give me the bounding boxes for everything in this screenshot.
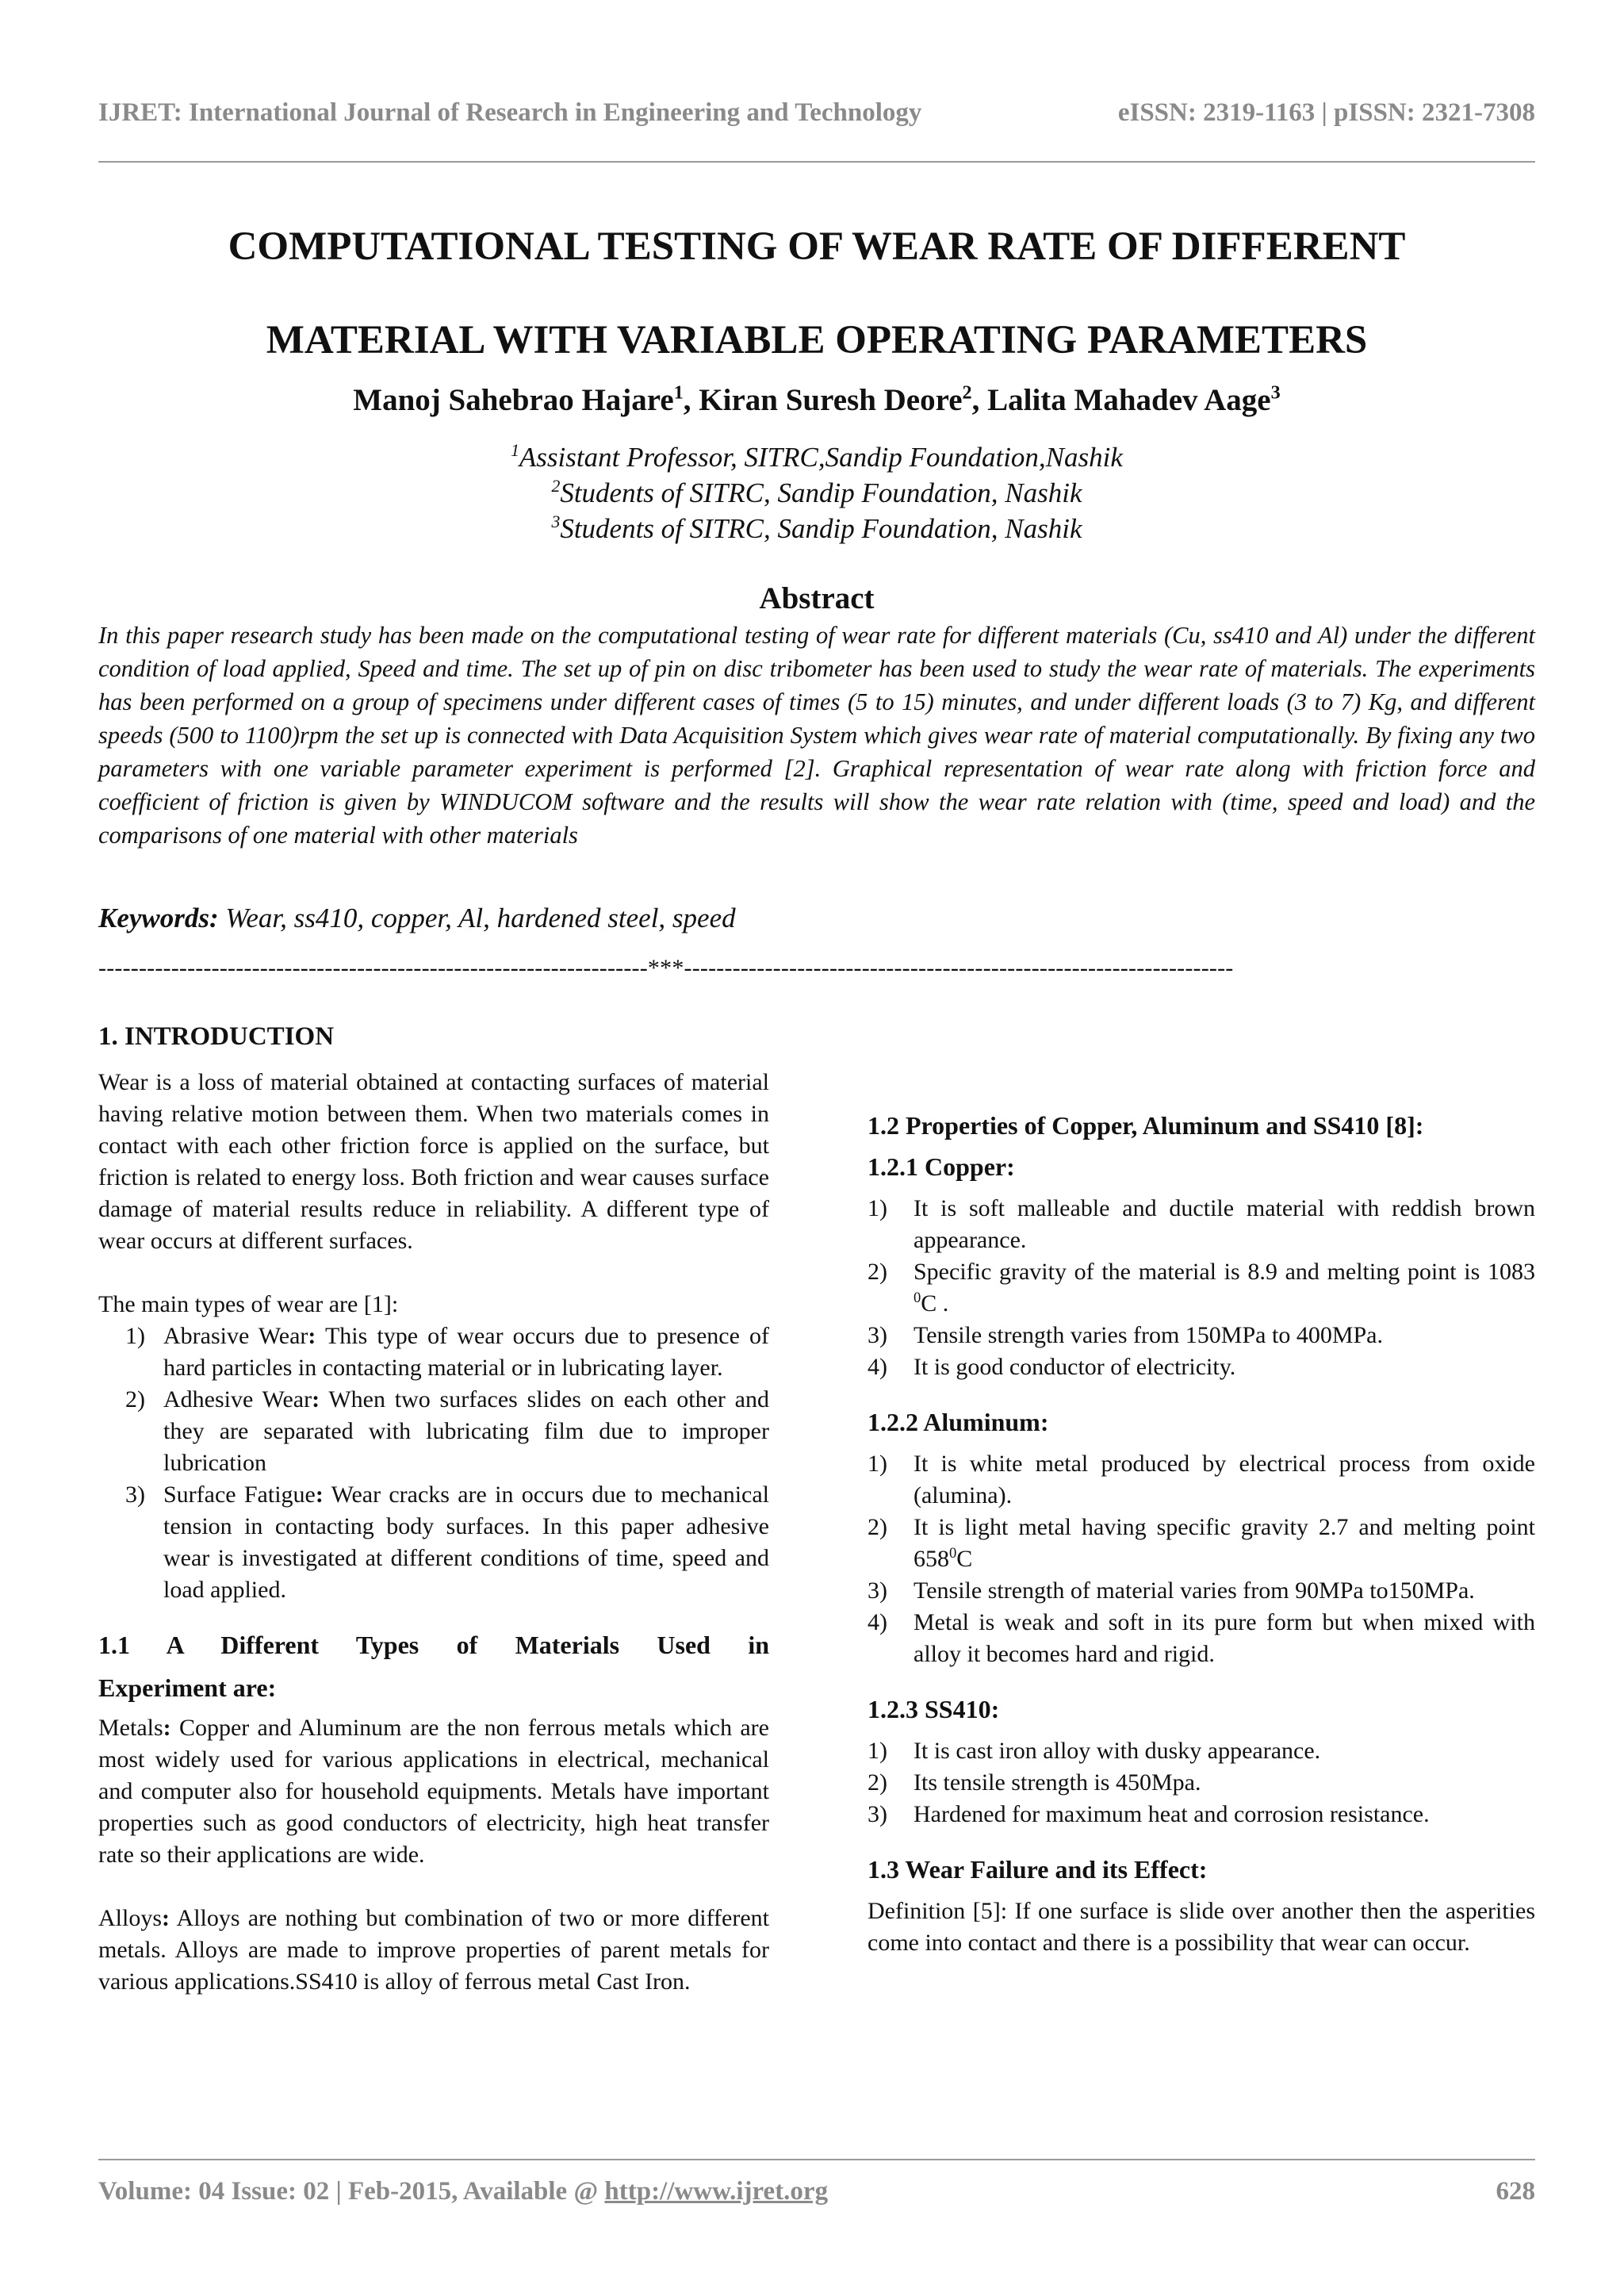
- list-item: [868, 1575, 1535, 1607]
- list-item: [868, 1512, 1535, 1575]
- list-item: [98, 1320, 769, 1384]
- section-1-3-text: Definition [5]: If one surface is slide over another then the asperities come into contact and there is a possibility that wear can occur.: [868, 1898, 1535, 1956]
- section-1-1-heading-line1: 1.1 A Different Types of Materials Used in: [98, 1631, 769, 1659]
- wear-type-colon: :: [312, 1386, 320, 1412]
- wear-types-list: [98, 1320, 769, 1606]
- wear-types-intro: The main types of wear are [1]:: [98, 1291, 399, 1317]
- header-rule: [98, 161, 1535, 163]
- list-text: Hardened for maximum heat and corrosion resistance.: [914, 1801, 1430, 1827]
- metals-paragraph: [98, 1712, 769, 1871]
- wear-type-label: Abrasive Wear: [163, 1323, 308, 1349]
- list-item: [98, 1479, 769, 1606]
- list-text-after: C: [956, 1546, 973, 1572]
- degree-sup: 0: [949, 1544, 957, 1562]
- keywords-label: Keywords:: [98, 903, 219, 933]
- issn: eISSN: 2319-1163 | pISSN: 2321-7308: [1117, 98, 1535, 127]
- footer-volume-text: Volume: 04 Issue: 02 | Feb-2015, Available @: [98, 2177, 605, 2206]
- author-sep: ,: [971, 383, 988, 417]
- footer-volume: [98, 2177, 828, 2206]
- affiliation: [98, 475, 1535, 511]
- author-name: Kiran Suresh Deore: [699, 383, 963, 417]
- list-text-after: C .: [921, 1290, 949, 1317]
- aluminum-list: [868, 1448, 1535, 1670]
- metals-text: Copper and Aluminum are the non ferrous metals which are most widely used for various applications in electrical, mechanical and computer also for household equipments. Metals have important properties such as good conductors of electricity, high heat transfer rate so their applications are wide.: [98, 1715, 769, 1868]
- affiliation: [98, 439, 1535, 475]
- affiliation-text: Assistant Professor, SITRC,Sandip Foundation,Nashik: [519, 442, 1123, 473]
- wear-type-text: Wear cracks are in occurs due to mechanical tension in contacting body surfaces. In this paper adhesive wear is investigated at different conditions of time, speed and load applied.: [163, 1481, 769, 1603]
- list-text-main: Specific gravity of the material is 8.9 and melting point is 1083: [914, 1259, 1535, 1285]
- affiliation-sup: 1: [511, 440, 519, 460]
- list-text: Tensile strength varies from 150MPa to 400MPa.: [914, 1322, 1383, 1348]
- right-column: [868, 1083, 1535, 1959]
- keywords-text: Wear, ss410, copper, Al, hardened steel, speed: [218, 903, 736, 933]
- list-text-main: It is light metal having specific gravity 2.7 and melting point 658: [914, 1514, 1535, 1572]
- author-list: [98, 382, 1535, 418]
- abstract-heading: Abstract: [759, 581, 875, 615]
- list-item: [868, 1799, 1535, 1830]
- wear-type-colon: :: [315, 1481, 324, 1508]
- list-item: [868, 1320, 1535, 1351]
- wear-type-colon: :: [308, 1323, 316, 1349]
- metals-colon: :: [163, 1715, 171, 1741]
- section-1-2-heading: 1.2 Properties of Copper, Aluminum and SS410 [8]:: [868, 1111, 1424, 1140]
- wear-type-label: Adhesive Wear: [163, 1386, 312, 1412]
- list-number: 2): [868, 1514, 887, 1540]
- list-item: [868, 1256, 1535, 1320]
- ss410-list: [868, 1735, 1535, 1830]
- list-text: Tensile strength of material varies from 90MPa to150MPa.: [914, 1577, 1475, 1604]
- list-text: It is cast iron alloy with dusky appearance.: [914, 1738, 1321, 1764]
- list-text: It is soft malleable and ductile material with reddish brown appearance.: [914, 1195, 1535, 1253]
- ss410-heading: 1.2.3 SS410:: [868, 1695, 1000, 1723]
- affiliation: [98, 511, 1535, 546]
- list-number: 4): [868, 1354, 887, 1380]
- author-sup: 3: [1270, 381, 1281, 404]
- copper-heading: 1.2.1 Copper:: [868, 1152, 1015, 1181]
- section-1-3-heading: 1.3 Wear Failure and its Effect:: [868, 1855, 1208, 1884]
- footer-rule: [98, 2159, 1535, 2160]
- running-header: [98, 98, 1535, 136]
- author-name: Manoj Sahebrao Hajare: [353, 383, 674, 417]
- author-sup: 2: [962, 381, 972, 404]
- keywords: [98, 903, 1535, 934]
- section-separator: --------------------------------------------------------------------***--------------------------------------------------------------------: [98, 955, 1234, 981]
- abstract-text: In this paper research study has been made on the computational testing of wear rate for different materials (Cu, ss410 and Al) under the different condition of load applied, Speed and time. The set up of pin on disc tribometer has been used to study the wear rate of materials. The experiments has been performed on a group of specimens under different cases of times (5 to 15) minutes, and under different loads (3 to 7) Kg, and different speeds (500 to 1100)rpm the set up is connected with Data Acquisition System which gives wear rate of material computationally. By fixing any two parameters with one variable parameter experiment is performed [2]. Graphical representation of wear rate along with friction force and coefficient of friction is given by WINDUCOM software and the results will show the wear rate relation with (time, speed and load) and the comparisons of one material with other materials: [98, 622, 1535, 849]
- aluminum-heading: 1.2.2 Aluminum:: [868, 1408, 1049, 1436]
- affiliation-text: Students of SITRC, Sandip Foundation, Nashik: [560, 513, 1082, 544]
- wear-type-text: This type of wear occurs due to presence of hard particles in contacting material or in lubricating layer.: [163, 1323, 769, 1381]
- list-number: 1): [125, 1323, 145, 1349]
- left-column: [98, 1019, 769, 1998]
- intro-paragraph: Wear is a loss of material obtained at contacting surfaces of material having relative motion between them. When two materials comes in contact with each other friction force is applied on the surface, but friction is related to energy loss. Both friction and wear causes surface damage of material results reduce in reliability. A different type of wear occurs at different surfaces.: [98, 1069, 769, 1254]
- copper-list: [868, 1193, 1535, 1383]
- affiliation-text: Students of SITRC, Sandip Foundation, Nashik: [560, 477, 1082, 508]
- degree-sup: 0: [914, 1289, 921, 1306]
- metals-label: Metals: [98, 1715, 163, 1741]
- list-number: 3): [868, 1322, 887, 1348]
- list-item: [868, 1767, 1535, 1799]
- journal-name: IJRET: International Journal of Research in Engineering and Technology: [98, 98, 922, 127]
- list-item: [868, 1351, 1535, 1383]
- list-item: [868, 1735, 1535, 1767]
- list-text: It is white metal produced by electrical process from oxide (alumina).: [914, 1451, 1535, 1508]
- journal-link[interactable]: http://www.ijret.org: [604, 2177, 829, 2206]
- title-line-2: MATERIAL WITH VARIABLE OPERATING PARAMETERS: [266, 318, 1368, 362]
- author-sup: 1: [673, 381, 684, 404]
- wear-type-text: When two surfaces slides on each other and they are separated with lubricating film due to improper lubrication: [163, 1386, 769, 1476]
- list-item: [868, 1448, 1535, 1512]
- paper-title: [98, 200, 1535, 387]
- list-number: 3): [868, 1577, 887, 1604]
- list-item: [98, 1384, 769, 1479]
- affiliations: [98, 439, 1535, 546]
- list-number: 2): [868, 1259, 887, 1285]
- intro-heading: 1. INTRODUCTION: [98, 1022, 335, 1051]
- list-number: 3): [125, 1481, 145, 1508]
- list-item: [868, 1607, 1535, 1670]
- list-number: 1): [868, 1195, 887, 1221]
- affiliation-sup: 2: [551, 476, 561, 496]
- list-item: [868, 1193, 1535, 1256]
- list-text: It is good conductor of electricity.: [914, 1354, 1236, 1380]
- author-name: Lalita Mahadev Aage: [987, 383, 1271, 417]
- list-number: 2): [868, 1769, 887, 1796]
- list-text: [163, 1320, 769, 1384]
- title-line-1: COMPUTATIONAL TESTING OF WEAR RATE OF DIFFERENT: [228, 224, 1406, 269]
- list-number: 3): [868, 1801, 887, 1827]
- list-text: [914, 1512, 1535, 1575]
- alloys-text: Alloys are nothing but combination of two or more different metals. Alloys are made to improve properties of parent metals for various applications.SS410 is alloy of ferrous metal Cast Iron.: [98, 1905, 769, 1995]
- list-number: 4): [868, 1609, 887, 1635]
- list-number: 1): [868, 1451, 887, 1477]
- list-text: [163, 1479, 769, 1606]
- wear-type-label: Surface Fatigue: [163, 1481, 316, 1508]
- section-1-1-heading-line2: Experiment are:: [98, 1673, 277, 1702]
- affiliation-sup: 3: [551, 512, 561, 531]
- list-text: [914, 1256, 1535, 1320]
- list-number: 1): [868, 1738, 887, 1764]
- page-number: 628: [1496, 2177, 1535, 2206]
- author-sep: ,: [683, 383, 699, 417]
- list-text: Metal is weak and soft in its pure form but when mixed with alloy it becomes hard and rigid.: [914, 1609, 1535, 1667]
- alloys-colon: :: [162, 1905, 170, 1931]
- alloys-paragraph: [98, 1903, 769, 1998]
- list-number: 2): [125, 1386, 145, 1412]
- list-text: [163, 1384, 769, 1479]
- list-text: Its tensile strength is 450Mpa.: [914, 1769, 1201, 1796]
- alloys-label: Alloys: [98, 1905, 163, 1931]
